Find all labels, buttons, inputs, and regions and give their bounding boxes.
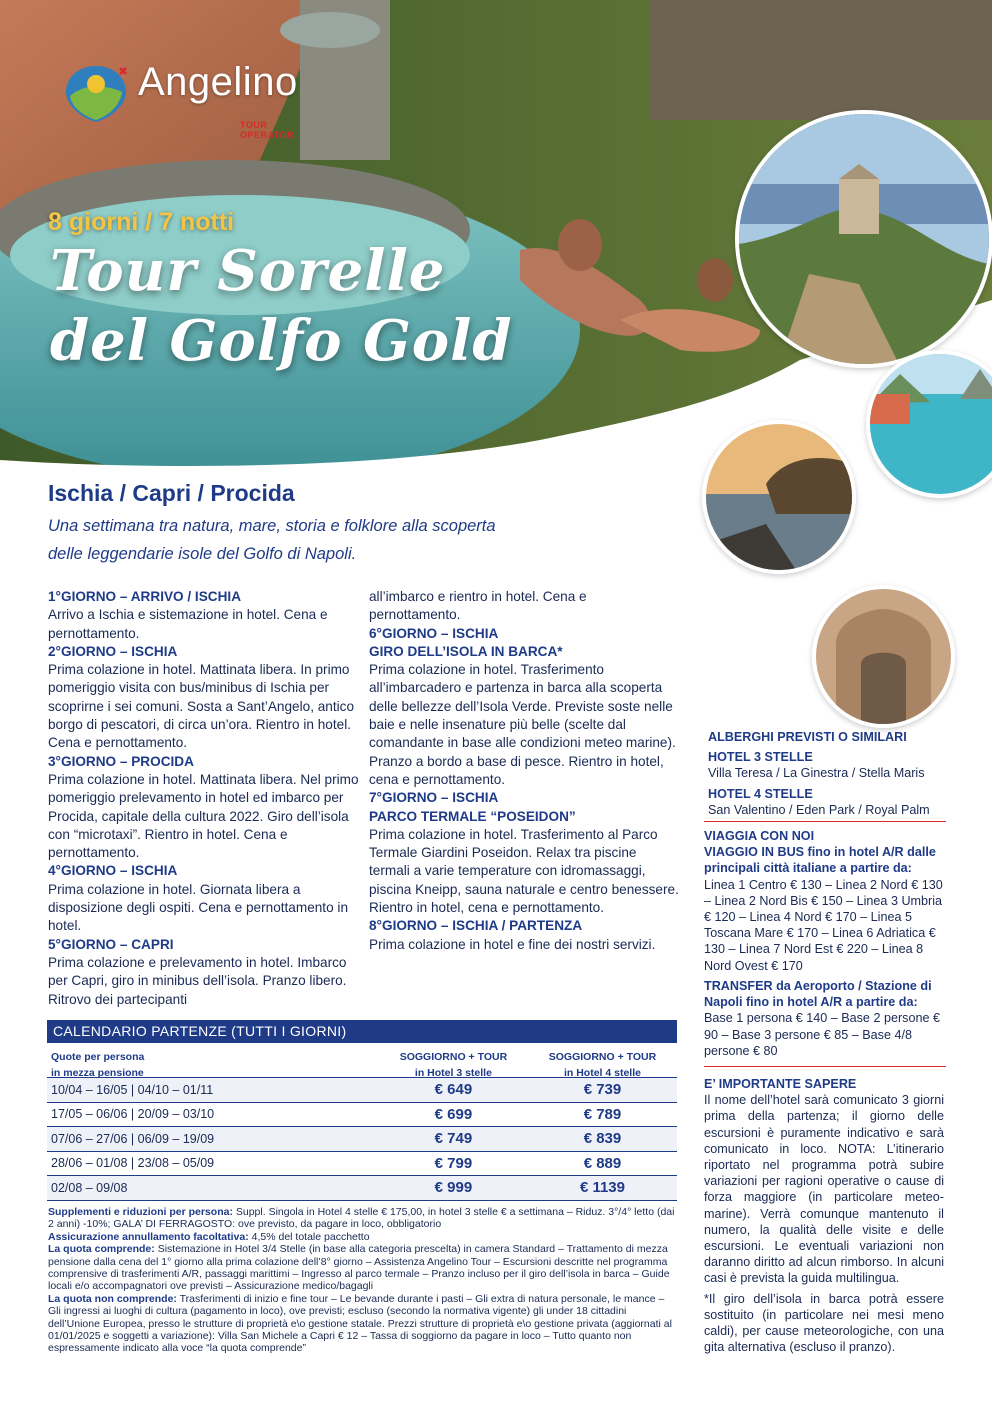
excluded-note: [48, 1293, 680, 1355]
calendar-rows: [47, 1078, 677, 1201]
row-price-hotel3: € 649: [434, 1081, 473, 1099]
insurance-note: [48, 1231, 680, 1243]
hotel4-heading: HOTEL 4 STELLE: [708, 786, 813, 801]
day5-text: Prima colazione e prelevamento in hotel. Imbarco per Capri, giro in minibus dell’isola. Pranzo libero. Ritrovo dei partecipanti: [48, 954, 347, 1007]
islands-heading: Ischia / Capri / Procida: [48, 480, 295, 506]
divider: [704, 1066, 946, 1067]
header-hotel3: [379, 1043, 528, 1077]
header-quote-line2: in mezza pensione: [51, 1067, 144, 1079]
excluded-text: Trasferimenti di inizio e fine tour – Le bevande durante i pasti – Gli extra di natura personale, le mance – Gli ingressi ai luoghi di cultura (pagamento in loco), ove previsti; escluso (secondo la normativa vigente) gli under 18 cittadini dell’Unione Europea, presso le strutture di proprietà e\o gestione statale. Prezzi strutture di proprietà e\o gestione privata (aggiornati al 01/01/2025 e soggetti a variazione): Villa San Michele a Capri € 12 – Tassa di soggiorno da pagare in loco – Tutto quanto non espressamente indicato alla voce “la quota comprende”: [48, 1292, 672, 1355]
day7-subheading: PARCO TERMALE “POSEIDON”: [369, 808, 576, 824]
table-row: [47, 1078, 677, 1103]
tour-title-line1: Tour Sorelle: [50, 238, 446, 304]
header-hotel3-line2: in Hotel 3 stelle: [414, 1067, 492, 1079]
day5-text-continued: all’imbarco e rientro in hotel. Cena e pernottamento.: [369, 589, 587, 623]
row-price-hotel3: € 749: [434, 1130, 473, 1148]
divider: [704, 821, 946, 822]
day7-heading: 7°GIORNO – ISCHIA: [369, 790, 499, 806]
day8-heading: 8°GIORNO – ISCHIA / PARTENZA: [369, 918, 583, 934]
excluded-heading: La quota non comprende:: [48, 1292, 177, 1305]
header-quote-line1: Quote per persona: [51, 1051, 145, 1063]
header-hotel4-line2: in Hotel 4 stelle: [563, 1067, 641, 1079]
day3-text: Prima colazione in hotel. Mattinata libera. Nel primo pomeriggio prelevamento in hotel ed imbarco per Procida, capitale della cultura 2022. Giro dell’isola con “microtaxi”. Rientro in hotel. Cena e pernottamento.: [48, 771, 359, 861]
day6-subheading: GIRO DELL’ISOLA IN BARCA*: [369, 643, 563, 659]
row-period: 07/06 – 27/06 | 06/09 – 19/09: [51, 1131, 215, 1146]
row-period: 28/06 – 01/08 | 23/08 – 05/09: [51, 1156, 215, 1171]
day6-text: Prima colazione in hotel. Trasferimento all’imbarcadero e partenza in barca alla scoperta delle bellezze dell’Isola Verde. Previste soste nelle baie e nelle insenature più belle (scelte dal comandante in base alle condizioni meteo marine). Pranzo a bordo a base di pesce. Rientro in hotel, cena e pernottamento.: [369, 662, 676, 787]
table-row: [47, 1152, 677, 1177]
row-price-hotel3: € 799: [434, 1154, 473, 1172]
travel-lines: Linea 1 Centro € 130 – Linea 2 Nord € 130 – Linea 2 Nord Bis € 150 – Linea 3 Umbria € 120 – Linea 4 Nord € 170 – Linea 5 Toscana Mare € 170 – Linea 6 Adriatica € 130 – Linea 7 Nord Est € 220 – Linea 8 Nord Ovest € 170: [704, 877, 943, 973]
row-price-hotel4: € 839: [583, 1130, 622, 1148]
supplements-note: [48, 1206, 680, 1231]
important-heading: E’ IMPORTANTE SAPERE: [704, 1077, 857, 1091]
transfer-heading: TRANSFER da Aeroporto / Stazione di Napoli fino in hotel A/R a partire da:: [704, 979, 932, 1010]
travel-subheading: VIAGGIO IN BUS fino in hotel A/R dalle principali città italiane a partire da:: [704, 845, 936, 876]
insurance-text: 4,5% del totale pacchetto: [251, 1230, 370, 1243]
day8-text: Prima colazione in hotel e fine dei nostri servizi.: [369, 936, 656, 952]
brand-tagline: TOUR OPERATOR: [240, 120, 295, 140]
supplements-text: Suppl. Singola in Hotel 4 stelle € 175,00, in hotel 3 stelle € a settimana – Riduz. 3°/4° letto (dai 2 anni) -10%; GALA’ DI FERRAGOSTO: ove previsto, da pagare in loco, obbligatorio: [48, 1206, 675, 1231]
row-price-hotel4: € 789: [583, 1105, 622, 1123]
row-price-hotel3: € 699: [434, 1105, 473, 1123]
ruins-photo: [812, 585, 955, 728]
intro-line2: delle leggendarie isole del Golfo di Napoli.: [48, 545, 357, 563]
header-hotel3-line1: SOGGIORNO + TOUR: [399, 1051, 508, 1063]
travel-heading: VIAGGIA CON NOI: [704, 829, 815, 843]
row-period: 17/05 – 06/06 | 20/09 – 03/10: [51, 1107, 215, 1122]
day2-heading: 2°GIORNO – ISCHIA: [48, 643, 178, 659]
intro-line1: Una settimana tra natura, mare, storia e folklore alla scoperta: [48, 517, 496, 535]
row-period: 10/04 – 16/05 | 04/10 – 01/11: [51, 1082, 214, 1097]
header-hotel4-line1: SOGGIORNO + TOUR: [548, 1051, 657, 1063]
row-price-hotel4: € 889: [583, 1154, 622, 1172]
tour-duration: 8 giorni / 7 notti: [48, 208, 235, 236]
procida-photo: [735, 110, 992, 368]
itinerary-column-2: [369, 588, 679, 954]
calendar-title: CALENDARIO PARTENZE (TUTTI I GIORNI): [47, 1020, 677, 1043]
day1-heading: 1°GIORNO – ARRIVO / ISCHIA: [48, 589, 242, 604]
hotel3-heading: HOTEL 3 STELLE: [708, 750, 813, 765]
day4-heading: 4°GIORNO – ISCHIA: [48, 863, 178, 879]
included-text: Sistemazione in Hotel 3/4 Stelle (in base alla categoria prescelta) in camera Standard – Trattamento di mezza pensione dalla cena del 1° giorno alla prima colazione dell’8° giorno – Assistenza Angelino Tour – Escursioni descritte nel programma comprensive di trasferimenti A/R, passaggi marittimi – Ingresso al parco termale – Pranzo incluso per il giro dell’isola in barca – Guide locali e/o accompagnatori ove previsti – Assicurazione medico/bagagli: [48, 1243, 670, 1293]
hotel4-list: San Valentino / Eden Park / Royal Palm: [708, 802, 930, 817]
calendar-header: [47, 1043, 677, 1078]
departures-calendar: [47, 1020, 677, 1201]
insurance-heading: Assicurazione annullamento facoltativa:: [48, 1230, 249, 1243]
included-note: [48, 1243, 680, 1293]
header-hotel4: [528, 1043, 677, 1077]
hotels-heading: ALBERGHI PREVISTI O SIMILARI: [708, 730, 907, 744]
sunset-photo: [702, 420, 856, 574]
day2-text: Prima colazione in hotel. Mattinata libera. In primo pomeriggio visita con bus/minibus di Ischia per scoprirne i sei comuni. Sosta a Sant’Angelo, antico borgo di pescatori, di circa un’ora. Rientro in hotel. Cena e pernottamento.: [48, 662, 355, 751]
day6-heading: 6°GIORNO – ISCHIA: [369, 625, 499, 641]
brand-mark-icon: [60, 62, 132, 124]
header-quote: [47, 1043, 379, 1077]
intro-text: [48, 512, 608, 568]
supplements-heading: Supplementi e riduzioni per persona:: [48, 1206, 233, 1218]
pricing-notes: [48, 1206, 680, 1355]
row-price-hotel4: € 739: [583, 1081, 622, 1099]
hotels-section: [708, 729, 948, 818]
transfer-section: [704, 978, 944, 1059]
itinerary-column-1: [48, 588, 360, 1009]
transfer-prices: Base 1 persona € 140 – Base 2 persone € 90 – Base 3 persone € 85 – Base 4/8 persone € 80: [704, 1011, 940, 1058]
row-period: 02/08 – 09/08: [51, 1180, 128, 1195]
day5-heading: 5°GIORNO – CAPRI: [48, 936, 174, 952]
important-text: Il nome dell’hotel sarà comunicato 3 giorni prima della partenza; il giorno delle escursioni è puramente indicativo e sarà comunicato in loco. NOTA: L’itinerario riportato nel programma potrà subire variazioni per ragioni operative o cause di forza maggiore (in particolare meteo-marine). Verrà comunque mantenuto il numero, la qualità delle visite e delle escursioni. Le eventuali variazioni non daranno diritto ad alcun rimborso. In alcuni casi è prevista la guida multilingua.: [704, 1093, 944, 1286]
hotel3-list: Villa Teresa / La Ginestra / Stella Maris: [708, 766, 925, 781]
day4-text: Prima colazione in hotel. Giornata libera a disposizione degli ospiti. Cena e pernottamento in hotel.: [48, 881, 349, 934]
boat-trip-note: *Il giro dell’isola in barca potrà essere sostituito (in particolare nei mesi meno caldi), per cause meteorologiche, con una gita alternativa (escluso il pranzo).: [704, 1291, 944, 1355]
row-price-hotel3: € 999: [434, 1179, 473, 1197]
table-row: [47, 1127, 677, 1152]
day3-heading: 3°GIORNO – PROCIDA: [48, 753, 194, 769]
table-row: [47, 1103, 677, 1128]
row-price-hotel4: € 1139: [579, 1179, 625, 1197]
brand-name: Angelino: [138, 60, 298, 104]
tour-title: [50, 236, 513, 376]
travel-section: [704, 828, 944, 974]
day7-text: Prima colazione in hotel. Trasferimento al Parco Termale Giardini Poseidon. Relax tra piscine termali a varie temperature con idromassaggi, piscina Kneipp, sauna naturale e centro benessere. Rientro in hotel, cena e pernottamento.: [369, 826, 679, 916]
day1-text: Arrivo a Ischia e sistemazione in hotel. Cena e pernottamento.: [48, 607, 328, 641]
brand-logo: [60, 60, 298, 140]
tour-title-line2: del Golfo Gold: [50, 308, 513, 374]
important-section: [704, 1076, 944, 1355]
table-row: [47, 1176, 677, 1201]
included-heading: La quota comprende:: [48, 1243, 155, 1256]
